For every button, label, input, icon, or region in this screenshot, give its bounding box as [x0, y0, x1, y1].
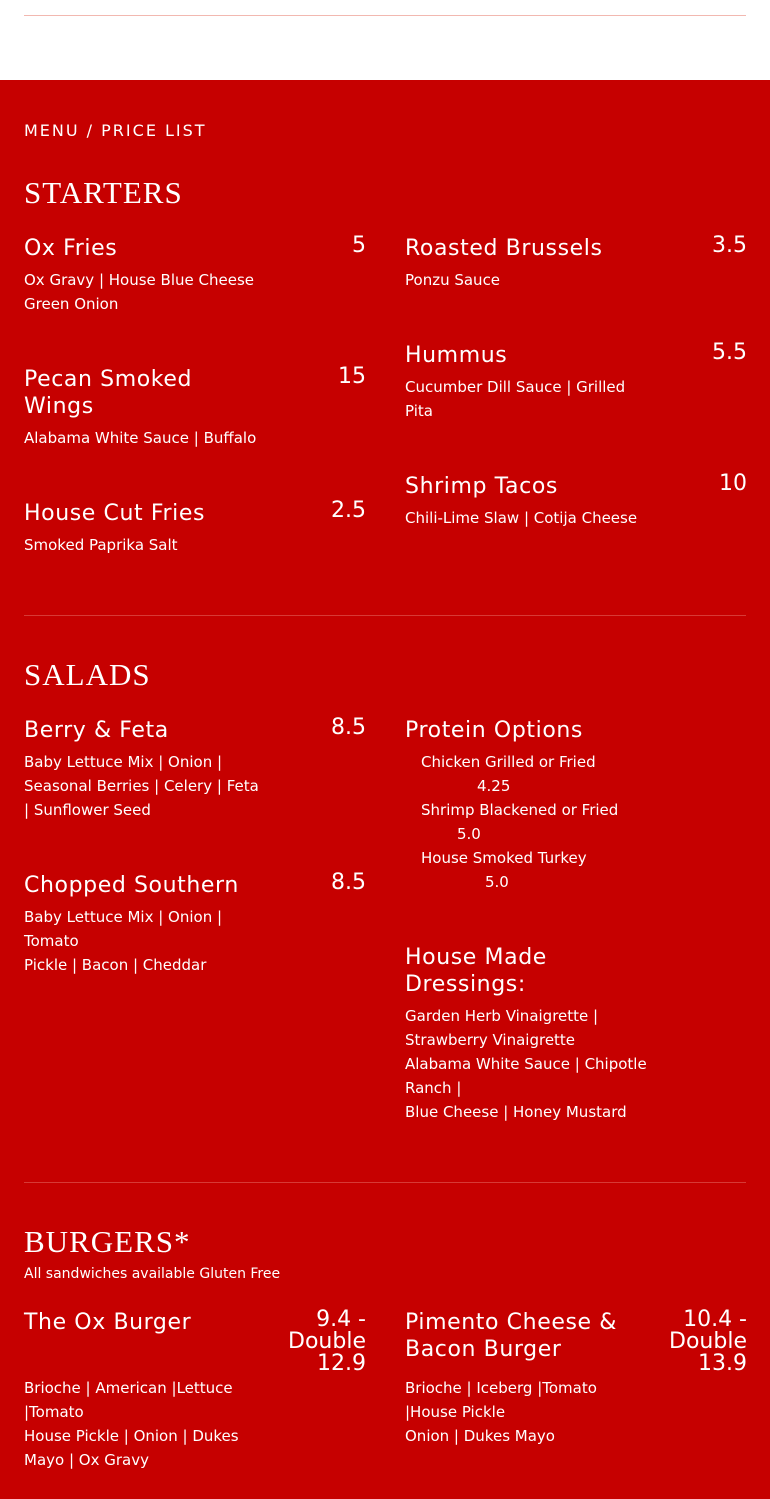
protein-list [405, 750, 747, 894]
menu-item [24, 366, 366, 450]
menu-label: MENU / PRICE LIST [24, 121, 207, 140]
item-description: Alabama White Sauce | Buffalo [24, 429, 257, 447]
item-name: Berry & Feta [24, 718, 169, 743]
item-price: 10 [719, 471, 747, 496]
protein-option-label: Shrimp Blackened or Fried [421, 801, 619, 819]
protein-option-price: 5.0 [457, 825, 481, 843]
gluten-free-note: All sandwiches available Gluten Free [24, 1266, 281, 1282]
item-description: Cucumber Dill Sauce | Grilled Pita [405, 378, 626, 420]
menu-item [405, 235, 747, 292]
menu-item [405, 1309, 747, 1448]
item-description: Ponzu Sauce [405, 271, 501, 289]
item-price: 5.5 [712, 340, 747, 365]
item-description: Baby Lettuce Mix | Onion | Seasonal Berries | Celery | Feta | Sunflower Seed [24, 753, 259, 819]
item-description: Garden Herb Vinaigrette | Strawberry Vinaigrette Alabama White Sauce | Chipotle Ranch | Blue Cheese | Honey Mustard [405, 1007, 647, 1121]
top-header-area [0, 0, 770, 80]
menu-item [24, 872, 366, 977]
section-title-starters: STARTERS [24, 175, 183, 210]
section-divider [24, 1182, 746, 1183]
item-description: Brioche | Iceberg |Tomato |House Pickle Onion | Dukes Mayo [405, 1379, 597, 1445]
protein-option-price: 5.0 [485, 873, 509, 891]
item-name: Shrimp Tacos [405, 474, 558, 499]
protein-options [405, 717, 747, 894]
item-name: House Cut Fries [24, 501, 206, 526]
item-name: Roasted Brussels [405, 236, 603, 261]
section-title-salads: SALADS [24, 657, 151, 692]
menu-item [405, 473, 747, 530]
menu-item [24, 1309, 366, 1472]
protein-option-label: Chicken Grilled or Fried [421, 753, 596, 771]
item-description: Ox Gravy | House Blue Cheese Green Onion [24, 271, 254, 313]
item-name: Pimento Cheese & Bacon Burger [405, 1310, 618, 1362]
item-name: Hummus [405, 343, 508, 368]
item-price: 10.4 - Double 13.9 [669, 1307, 747, 1376]
item-description: Baby Lettuce Mix | Onion | Tomato Pickle | Bacon | Cheddar [24, 908, 223, 974]
protein-option-label: House Smoked Turkey [421, 849, 587, 867]
item-description: Chili-Lime Slaw | Cotija Cheese [405, 509, 638, 527]
menu-item [24, 235, 366, 316]
section-divider [24, 615, 746, 616]
item-name: The Ox Burger [24, 1310, 192, 1335]
item-price: 8.5 [331, 870, 366, 895]
item-price: 2.5 [331, 498, 366, 523]
section-title-burgers: BURGERS* [24, 1224, 191, 1259]
item-price: 5 [352, 233, 366, 258]
item-price: 3.5 [712, 233, 747, 258]
item-name: House Made Dressings: [405, 945, 547, 997]
top-divider [24, 15, 746, 16]
menu-item [405, 342, 747, 423]
item-name: Ox Fries [24, 236, 118, 261]
menu-item [24, 717, 366, 822]
item-name: Pecan Smoked Wings [24, 367, 193, 419]
menu-item [24, 500, 366, 557]
item-price: 15 [338, 364, 366, 389]
item-price: 8.5 [331, 715, 366, 740]
protein-option-price: 4.25 [477, 777, 511, 795]
house-made-dressings [405, 944, 747, 1124]
item-name: Protein Options [405, 718, 583, 743]
item-description: Brioche | American |Lettuce |Tomato House Pickle | Onion | Dukes Mayo | Ox Gravy [24, 1379, 239, 1469]
item-price: 9.4 - Double 12.9 [288, 1307, 366, 1376]
item-description: Smoked Paprika Salt [24, 536, 178, 554]
item-name: Chopped Southern [24, 873, 239, 898]
